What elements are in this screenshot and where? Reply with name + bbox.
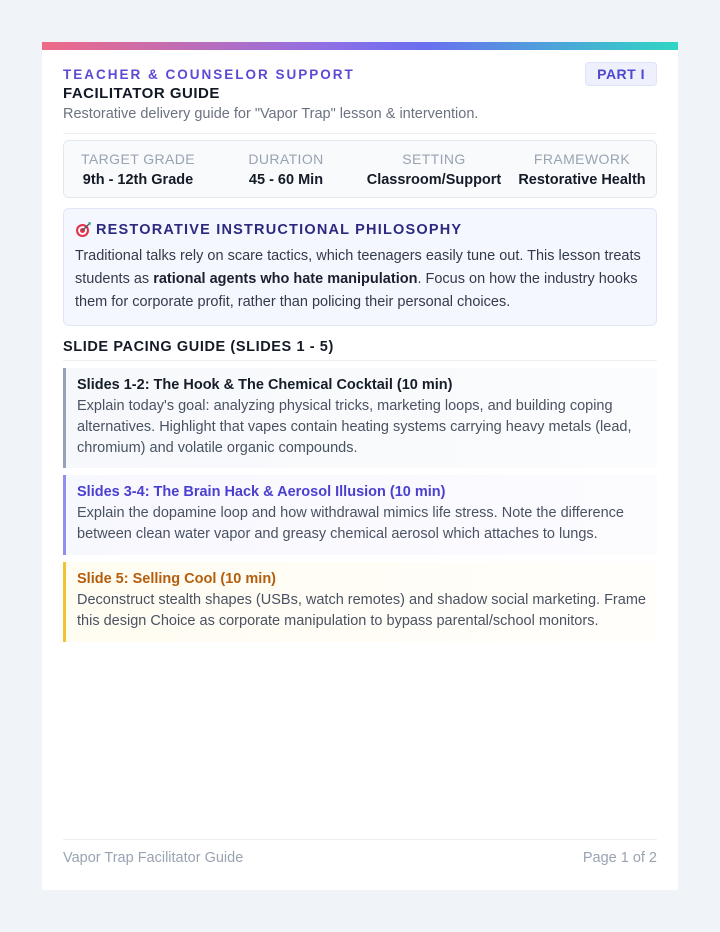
page-subtitle: Restorative delivery guide for "Vapor Trap" lesson & intervention.	[63, 106, 479, 122]
stat-label: FRAMEWORK	[533, 151, 631, 167]
part-badge: PART I	[585, 62, 657, 86]
lesson-stats-panel	[63, 140, 657, 198]
slide-item-body: Deconstruct stealth shapes (USBs, watch remotes) and shadow social marketing. Frame this design Choice as corporate manipulation to bypass parental/school monitors.	[77, 592, 646, 629]
section-eyebrow: TEACHER & COUNSELOR SUPPORT	[63, 67, 355, 82]
stat-framework	[508, 141, 656, 197]
slide-pacing-item	[63, 475, 657, 555]
stat-setting	[360, 141, 508, 197]
stat-label: TARGET GRADE	[81, 151, 195, 167]
philosophy-header	[75, 221, 645, 238]
slide-pacing-item	[63, 368, 657, 468]
stat-value: 9th - 12th Grade	[82, 172, 194, 188]
philosophy-body	[75, 245, 645, 314]
philosophy-callout	[63, 208, 657, 326]
footer-doc-title: Vapor Trap Facilitator Guide	[63, 850, 244, 866]
slide-item-title: Slides 3-4: The Brain Hack & Aerosol Illusion (10 min)	[77, 484, 446, 500]
target-icon	[75, 221, 92, 238]
stat-label: SETTING	[402, 151, 466, 167]
page-content	[63, 50, 657, 890]
stat-value: Restorative Health	[518, 172, 646, 188]
slide-item-body: Explain the dopamine loop and how withdrawal mimics life stress. Note the difference between clean water vapor and greasy chemical aerosol which attaches to lungs.	[77, 505, 624, 542]
slide-item-body: Explain today's goal: analyzing physical tricks, marketing loops, and building coping alternatives. Highlight that vapes contain heating systems carrying heavy metals (lead, chromium) and volatile organic compounds.	[77, 398, 632, 456]
philosophy-title: RESTORATIVE INSTRUCTIONAL PHILOSOPHY	[96, 221, 463, 238]
philosophy-text: . Focus on how the industry hooks them for corporate profit, rather than policing their personal choices.	[75, 271, 638, 310]
slide-item-title: Slide 5: Selling Cool (10 min)	[77, 571, 276, 587]
stat-value: 45 - 60 Min	[248, 172, 324, 188]
slide-item-title: Slides 1-2: The Hook & The Chemical Cocktail (10 min)	[77, 377, 453, 393]
stat-duration	[212, 141, 360, 197]
philosophy-text: Traditional talks rely on scare tactics, which teenagers easily tune out. This lesson treats students as	[75, 248, 641, 287]
pacing-guide-title: SLIDE PACING GUIDE (SLIDES 1 - 5)	[63, 339, 334, 355]
philosophy-emphasis: rational agents who hate manipulation	[153, 271, 418, 287]
stat-target-grade	[64, 141, 212, 197]
document-page	[42, 42, 678, 890]
stat-label: DURATION	[248, 151, 324, 167]
gradient-accent-bar	[42, 42, 678, 50]
slide-pacing-item	[63, 562, 657, 642]
page-number: Page 1 of 2	[582, 850, 657, 866]
page-title: FACILITATOR GUIDE	[63, 85, 220, 102]
divider	[63, 133, 657, 134]
divider	[63, 839, 657, 840]
divider	[63, 360, 657, 361]
stat-value: Classroom/Support	[366, 172, 502, 188]
